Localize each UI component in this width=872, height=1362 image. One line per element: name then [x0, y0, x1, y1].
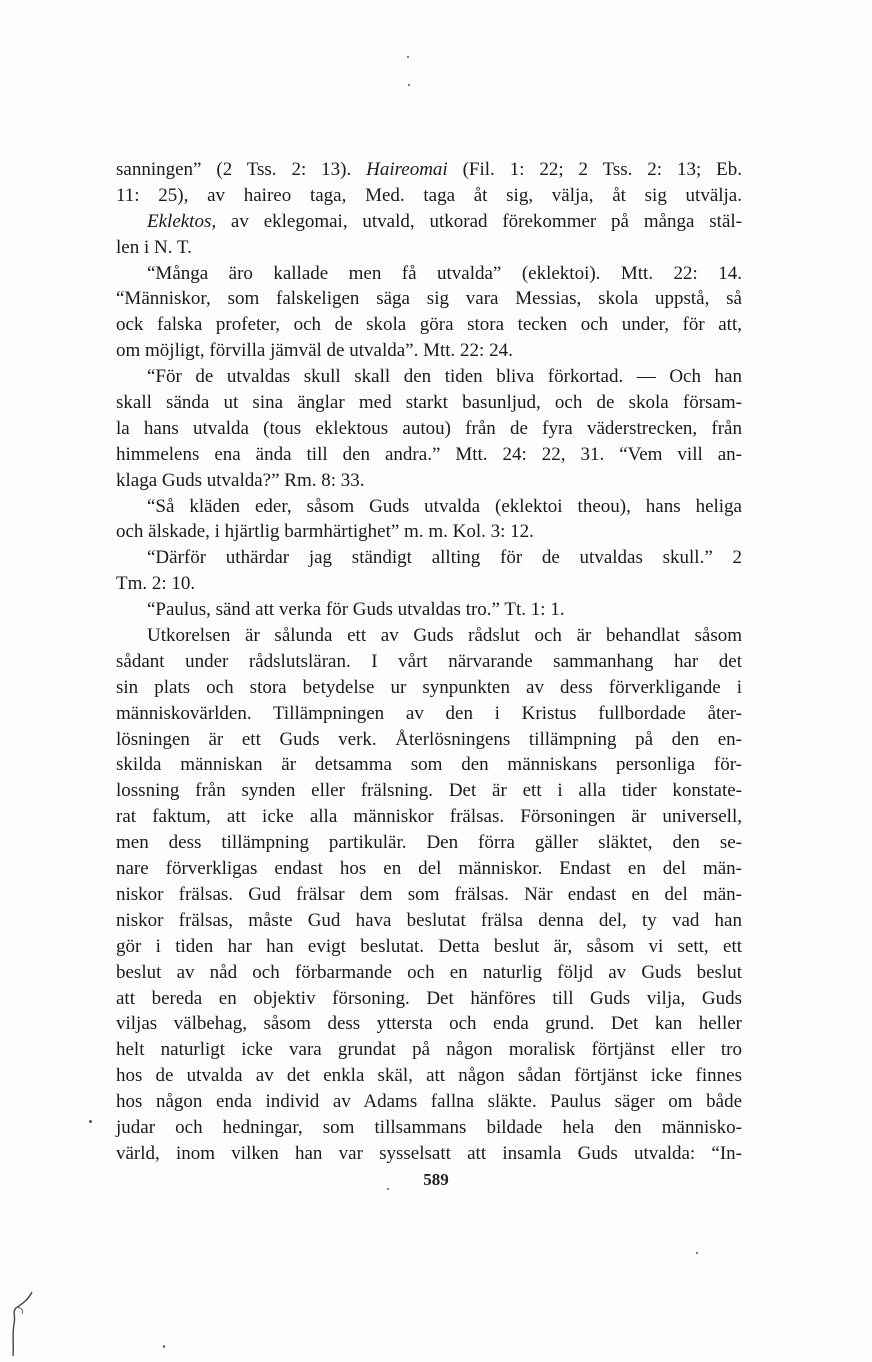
- page-number: 589: [423, 1170, 449, 1189]
- scan-speck: [387, 1188, 389, 1190]
- text-line: viljas välbehag, såsom dess yttersta och enda grund. Det kan heller: [116, 1013, 742, 1035]
- text-line: Tm. 2: 10.: [116, 573, 196, 595]
- text-line: niskor frälsas, måste Gud hava beslutat frälsa denna del, ty vad han: [116, 909, 742, 931]
- text-line: rat faktum, att icke alla människor frälsas. Försoningen är universell,: [116, 806, 742, 828]
- text-line: Utkorelsen är sålunda ett av Guds rådslut och är behandlat såsom: [147, 625, 742, 647]
- text-line-eklektos: Eklektos, av eklegomai, utvald, utkorad förekommer på många stäl-: [147, 210, 742, 232]
- text-line: “Människor, som falskeligen säga sig vara Messias, skola uppstå, så: [116, 288, 742, 310]
- text-line: lösningen är ett Guds verk. Återlösningens tillämpning på den en-: [116, 728, 742, 750]
- text-line: och älskade, i hjärtlig barmhärtighet” m. m. Kol. 3: 12.: [116, 521, 534, 543]
- text-line: skilda människan är detsamma som den människans personliga för-: [116, 754, 742, 776]
- text-line: ock falska profeter, och de skola göra stora tecken och under, för att,: [116, 314, 742, 336]
- text-line: om möjligt, förvilla jämväl de utvalda”. Mtt. 22: 24.: [116, 340, 513, 362]
- text-line: “För de utvaldas skull skall den tiden bliva förkortad. — Och han: [147, 366, 742, 388]
- text-line: len i N. T.: [116, 236, 192, 258]
- scan-speck: [163, 1345, 165, 1348]
- text-line: klaga Guds utvalda?” Rm. 8: 33.: [116, 469, 365, 491]
- text-line: 11: 25), av haireo taga, Med. taga åt sig, välja, åt sig utvälja.: [116, 184, 742, 206]
- scan-speck: [696, 1252, 698, 1254]
- text-line: sådant under rådslutsläran. I vårt närvarande sammanhang har det: [116, 650, 742, 672]
- text-line: sin plats och stora betydelse ur synpunkten av dess förverkligande i: [116, 676, 742, 698]
- text-line: niskor frälsas. Gud frälsar dem som frälsas. När endast en del män-: [116, 883, 742, 905]
- text-line: “Så kläden eder, såsom Guds utvalda (eklektoi theou), hans heliga: [147, 495, 742, 517]
- text-line: lossning från synden eller frälsning. Det är ett i alla tider konstate-: [116, 780, 742, 802]
- text-line-1: sanningen” (2 Tss. 2: 13). Haireomai (Fil. 1: 22; 2 Tss. 2: 13; Eb.: [116, 159, 742, 180]
- scan-speck: [89, 1120, 92, 1123]
- text-line: beslut av nåd och förbarmande och en naturlig följd av Guds beslut: [116, 961, 742, 983]
- greek-term-eklektos: Eklektos,: [147, 210, 217, 232]
- text-line: gör i tiden har han evigt beslutat. Detta beslut är, såsom vi sett, ett: [116, 935, 742, 957]
- text-line: judar och hedningar, som tillsammans bildade hela den människo-: [116, 1116, 742, 1138]
- text-line: att bereda en objektiv försoning. Det hänföres till Guds vilja, Guds: [116, 987, 742, 1009]
- scan-speck: [408, 84, 410, 86]
- text-line: la hans utvalda (tous eklektous autou) från de fyra väderstrecken, från: [116, 417, 742, 439]
- scan-speck: [407, 56, 409, 58]
- text-line: himmelens ena ända till den andra.” Mtt. 24: 22, 31. “Vem vill an-: [116, 443, 742, 465]
- text-line: nare förverkligas endast hos en del människor. Endast en del män-: [116, 858, 742, 880]
- text-line: “Paulus, sänd att verka för Guds utvaldas tro.” Tt. 1: 1.: [147, 599, 565, 621]
- text-line: helt naturligt icke vara grundat på någon moralisk förtjänst eller tro: [116, 1039, 742, 1061]
- greek-term-haireomai: Haireomai: [366, 159, 448, 180]
- text-line: “Därför uthärdar jag ständigt allting för de utvaldas skull.” 2: [147, 547, 742, 569]
- text-line: värld, inom vilken han var sysselsatt att insamla Guds utvalda: “In-: [116, 1142, 742, 1164]
- text-line: hos någon enda individ av Adams fallna släkte. Paulus säger om både: [116, 1091, 742, 1113]
- text-line: men dess tillämpning partikulär. Den förra gäller släktet, den se-: [116, 832, 742, 854]
- text-line: skall sända ut sina änglar med starkt basunljud, och de skola försam-: [116, 392, 742, 414]
- text-line: människovärlden. Tillämpningen av den i Kristus fullbordade åter-: [116, 702, 742, 724]
- pencil-mark: [2, 1290, 42, 1360]
- body-text: [116, 157, 742, 1167]
- text-line: “Många äro kallade men få utvalda” (eklektoi). Mtt. 22: 14.: [147, 262, 742, 284]
- text-line: hos de utvalda av det enkla skäl, att någon sådan förtjänst icke finnes: [116, 1065, 742, 1087]
